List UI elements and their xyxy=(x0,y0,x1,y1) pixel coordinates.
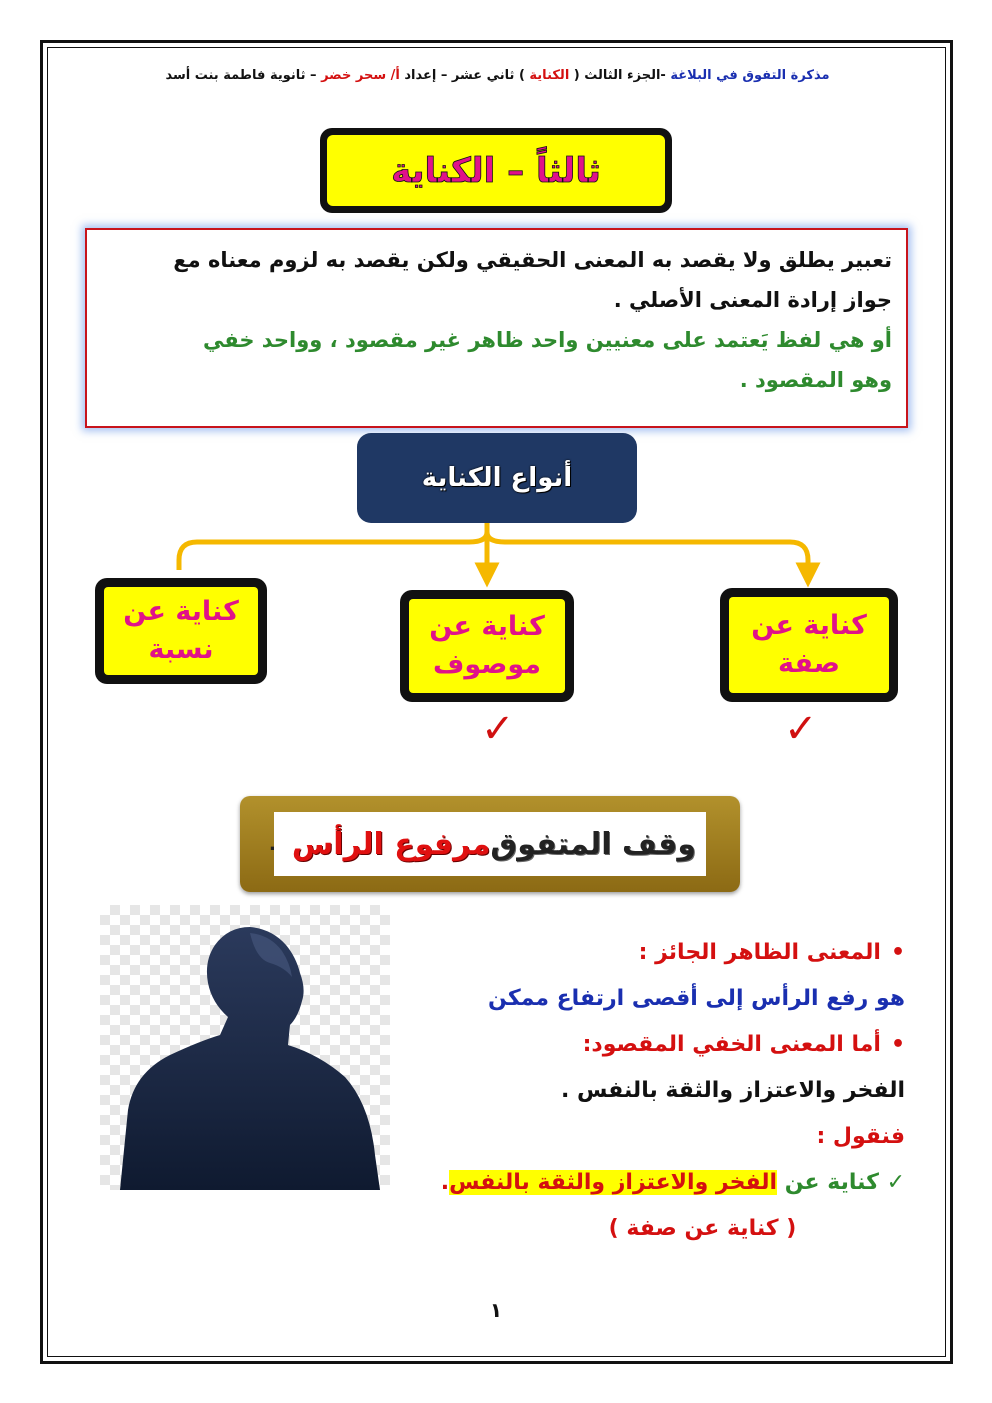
definition-line-2: جواز إرادة المعنى الأصلي . xyxy=(613,288,892,312)
explanation-block xyxy=(400,930,905,1252)
hidden-meaning-heading: • أما المعنى الخفي المقصود: xyxy=(400,1022,905,1068)
hidden-meaning-text: الفخر والاعتزاز والثقة بالنفس . xyxy=(561,1078,905,1103)
types-heading: أنواع الكناية xyxy=(421,463,573,493)
type-label: ( كناية عن صفة ) xyxy=(608,1216,797,1241)
conclusion-prefix: كناية عن xyxy=(777,1170,879,1195)
type-attribute-line-2: صفة xyxy=(778,648,840,679)
man-looking-up-image xyxy=(100,905,390,1190)
definition-line-1: تعبير يطلق ولا يقصد به المعنى الحقيقي ولكن يقصد به لزوم معناه مع xyxy=(173,248,892,272)
type-described-line-1: كناية عن xyxy=(429,611,545,642)
type-box-described xyxy=(400,590,574,702)
type-box-attribute xyxy=(720,588,898,702)
conclusion-suffix: . xyxy=(440,1170,450,1195)
apparent-meaning-heading: • المعنى الظاهر الجائز : xyxy=(400,930,905,976)
type-attribution-line-1: كناية عن xyxy=(123,596,239,627)
conclusion-check-icon: ✓ xyxy=(886,1170,905,1195)
header-author: أ/ سحر خضر xyxy=(321,68,400,83)
conclusion-line xyxy=(400,1160,905,1206)
check-mark-icon: ✓ xyxy=(481,706,515,752)
type-described-line-2: موصوف xyxy=(432,649,542,680)
example-part-2: مرفوع الرأس xyxy=(291,826,491,862)
check-mark-icon: ✓ xyxy=(784,706,818,752)
type-attribution-line-2: نسبة xyxy=(148,634,214,665)
section-title: ثالثاً – الكناية xyxy=(327,135,665,206)
example-part-3: . xyxy=(269,833,276,855)
header-part: -الجزء الثالث ( xyxy=(569,68,671,83)
header-topic: الكناية xyxy=(529,68,570,83)
page-number: ١ xyxy=(489,1298,503,1322)
man-silhouette-icon xyxy=(100,905,390,1190)
example-sentence xyxy=(269,812,706,876)
apparent-meaning-text: هو رفع الرأس إلى أقصى ارتفاع ممكن xyxy=(488,986,905,1011)
definition-box xyxy=(85,228,908,428)
header-book-title: مذكرة التفوق في البلاغة xyxy=(670,68,830,83)
definition-line-4: وهو المقصود . xyxy=(739,368,892,392)
header-grade: ) ثاني عشر – إعداد xyxy=(399,68,530,83)
page-header xyxy=(150,68,845,83)
types-heading-box xyxy=(357,433,637,523)
type-box-attribution xyxy=(95,578,267,684)
type-attribute-line-1: كناية عن xyxy=(751,610,867,641)
example-frame xyxy=(240,796,740,892)
example-part-1: وقف المتفوق xyxy=(490,826,696,862)
section-title-box xyxy=(320,128,672,213)
definition-line-3: أو هي لفظ يَعتمد على معنيين واحد ظاهر غير مقصود ، وواحد خفي xyxy=(202,328,892,352)
we-say-label: فنقول : xyxy=(816,1124,905,1149)
header-school: – ثانوية فاطمة بنت أسد xyxy=(165,68,322,83)
conclusion-highlight: الفخر والاعتزاز والثقة بالنفس xyxy=(449,1170,778,1195)
